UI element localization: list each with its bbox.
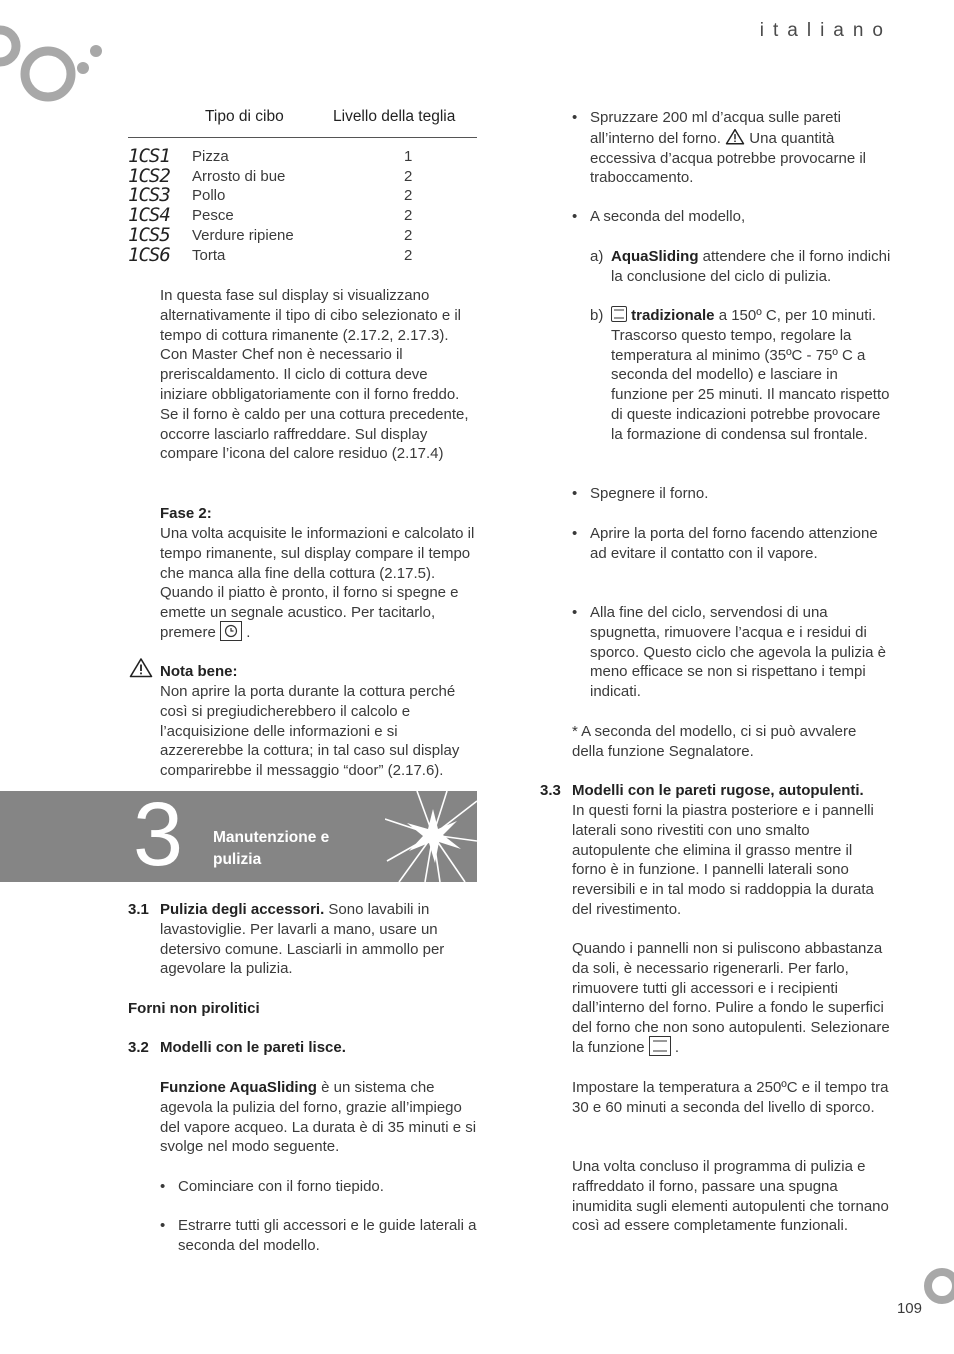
food-type: Pizza <box>192 148 229 165</box>
language-label: italiano <box>759 20 892 41</box>
nota-paragraph: Non aprire la porta durante la cottura perché così si pregiudicherebbero il calcolo e l’acquisizione delle informazioni e si azzererebbe la cottura; in tal caso sul display comparirebbe il messaggio “door” (2.17.6). <box>160 683 460 780</box>
tray-level: 2 <box>404 207 413 224</box>
section-3-1-text: Pulizia degli accessori. Sono lavabili in lavastoviglie. Per lavarli a mano, usare un detersivo comune. Lasciarli in ammollo per agevolare la pulizia. <box>160 901 445 978</box>
option-a-label: a) <box>590 248 604 265</box>
table-row <box>128 184 418 207</box>
table-row <box>128 145 418 168</box>
display-paragraph: In questa fase sul display si visualizzano alternativamente il tipo di cibo selezionato e il tempo di cottura rimanente (2.17.2, 2.17.3). Con Master Chef non è necessario il preriscaldamento. Il ciclo di cottura deve iniziare obbligatoriamente con il forno freddo. Se il forno è caldo per una cottura precedente, occorre lasciarlo raffreddare. Sul display compare l’icona del calore residuo (2.17.4) <box>160 287 469 463</box>
tray-level: 2 <box>404 168 413 185</box>
section-banner <box>0 791 477 882</box>
section-3-2-title: Modelli con le pareti lisce. <box>160 1039 346 1056</box>
list-item: • Aprire la porta del forno facendo attenzione ad evitare il contatto con il vapore. <box>590 524 890 564</box>
option-a-text: AquaSliding attendere che il forno indichi la conclusione del ciclo di pulizia. <box>611 248 891 285</box>
timer-icon <box>220 621 242 641</box>
corner-circle <box>920 1266 954 1306</box>
sparkle-icon <box>385 791 477 882</box>
food-type: Verdure ripiene <box>192 227 294 244</box>
aquasliding-paragraph: Funzione AquaSliding è un sistema che agevola la pulizia del forno, grazie all’impiego del vapore acqueo. La durata è di 35 minuti e si svolge nel modo seguente. <box>160 1079 477 1156</box>
conventional-heat-icon <box>611 306 627 322</box>
program-code: 1CS5 <box>128 224 170 246</box>
tray-level: 2 <box>404 247 413 264</box>
table-row <box>128 165 418 188</box>
list-item: • Estrarre tutti gli accessori e le guide laterali a seconda del modello. <box>178 1216 478 1256</box>
tray-level: 1 <box>404 148 413 165</box>
table-divider <box>128 137 477 138</box>
section-3-3-paragraph-2: Quando i pannelli non si puliscono abbastanza da soli, è necessario rigenerarli. Per farlo, rimuovere tutti gli accessori e i recipienti dall’interno del forno. Pulire a fondo le superfici del forno che non sono autopulenti. Selezionare la funzione . <box>572 940 890 1056</box>
option-b-text: tradizionale a 150º C, per 10 minuti. Trascorso questo tempo, regolare la temperatura al minimo (35ºC - 75º C a seconda del modello) e lasciare in funzione per 25 minuti. Il mancato rispetto di queste indicazioni potrebbe provocare la formazione di condensa sul frontale. <box>611 307 890 443</box>
fase2-heading: Fase 2: <box>160 505 212 522</box>
section-3-3-number: 3.3 <box>540 782 561 799</box>
warning-icon <box>129 657 153 678</box>
table-row <box>128 204 418 227</box>
program-code: 1CS2 <box>128 165 170 187</box>
section-title: Manutenzione e pulizia <box>213 829 330 868</box>
fase2-paragraph: Una volta acquisite le informazioni e calcolato il tempo rimanente, sul display compare il tempo che manca alla fine della cottura (2.17.5). Quando il piatto è pronto, il forno si spegne e emette un segnale acustico. Per tacitarlo, premere . <box>160 525 475 641</box>
section-3-3-paragraph-3: Impostare la temperatura a 250ºC e il tempo tra 30 e 60 minuti a seconda del livello di sporco. <box>572 1079 889 1116</box>
list-item: • Cominciare con il forno tiepido. <box>178 1177 478 1197</box>
food-type: Pesce <box>192 207 234 224</box>
section-3-3-paragraph-1: In questi forni la piastra posteriore e i pannelli laterali sono rivestiti con uno smalto autopulente che elimina il grasso mentre il forno è in funzione. I pannelli laterali sono reversibili e in tal modo si raddoppia la durata del rivestimento. <box>572 802 874 918</box>
table-header-food: Tipo di cibo <box>205 108 284 125</box>
list-item: • Spruzzare 200 ml d’acqua sulle pareti all’interno del forno. Una quantità eccessiva d’acqua potrebbe provocarne il traboccamento. <box>590 108 890 188</box>
table-header-level: Livello della teglia <box>333 108 456 125</box>
list-item: • Spegnere il forno. <box>590 484 890 504</box>
option-b-label: b) <box>590 307 604 324</box>
program-code: 1CS4 <box>128 204 170 226</box>
tray-level: 2 <box>404 227 413 244</box>
table-row <box>128 224 418 247</box>
nota-heading: Nota bene: <box>160 663 238 680</box>
section-3-3-paragraph-4: Una volta concluso il programma di pulizia e raffreddato il forno, passare una spugna inumidita sugli elementi autopulenti che tornano così ad essere completamente funzionali. <box>572 1158 889 1235</box>
food-type: Arrosto di bue <box>192 168 286 185</box>
section-number: 3 <box>133 791 184 882</box>
list-item: • Alla fine del ciclo, servendosi di una spugnetta, rimuovere l’acqua e i residui di sporco. Questo ciclo che agevola la pulizia è meno efficace se non si rispettano i tempi indicati. <box>590 603 890 702</box>
page-number: 109 <box>896 1300 922 1317</box>
tray-level: 2 <box>404 187 413 204</box>
footnote: * A seconda del modello, ci si può avvalere della funzione Segnalatore. <box>572 723 857 760</box>
program-code: 1CS3 <box>128 184 170 206</box>
food-type: Pollo <box>192 187 226 204</box>
non-pyrolytic-heading: Forni non pirolitici <box>128 1000 260 1017</box>
section-3-3-title: Modelli con le pareti rugose, autopulenti. <box>572 782 864 799</box>
self-clean-function-icon <box>649 1036 671 1056</box>
table-row <box>128 244 418 267</box>
section-3-1-number: 3.1 <box>128 901 149 918</box>
list-item: • A seconda del modello, <box>590 207 890 227</box>
program-code: 1CS1 <box>128 145 170 167</box>
section-3-2-number: 3.2 <box>128 1039 149 1056</box>
logo-circles <box>0 18 110 108</box>
warning-icon <box>725 128 745 145</box>
program-code: 1CS6 <box>128 244 170 266</box>
food-type: Torta <box>192 247 226 264</box>
